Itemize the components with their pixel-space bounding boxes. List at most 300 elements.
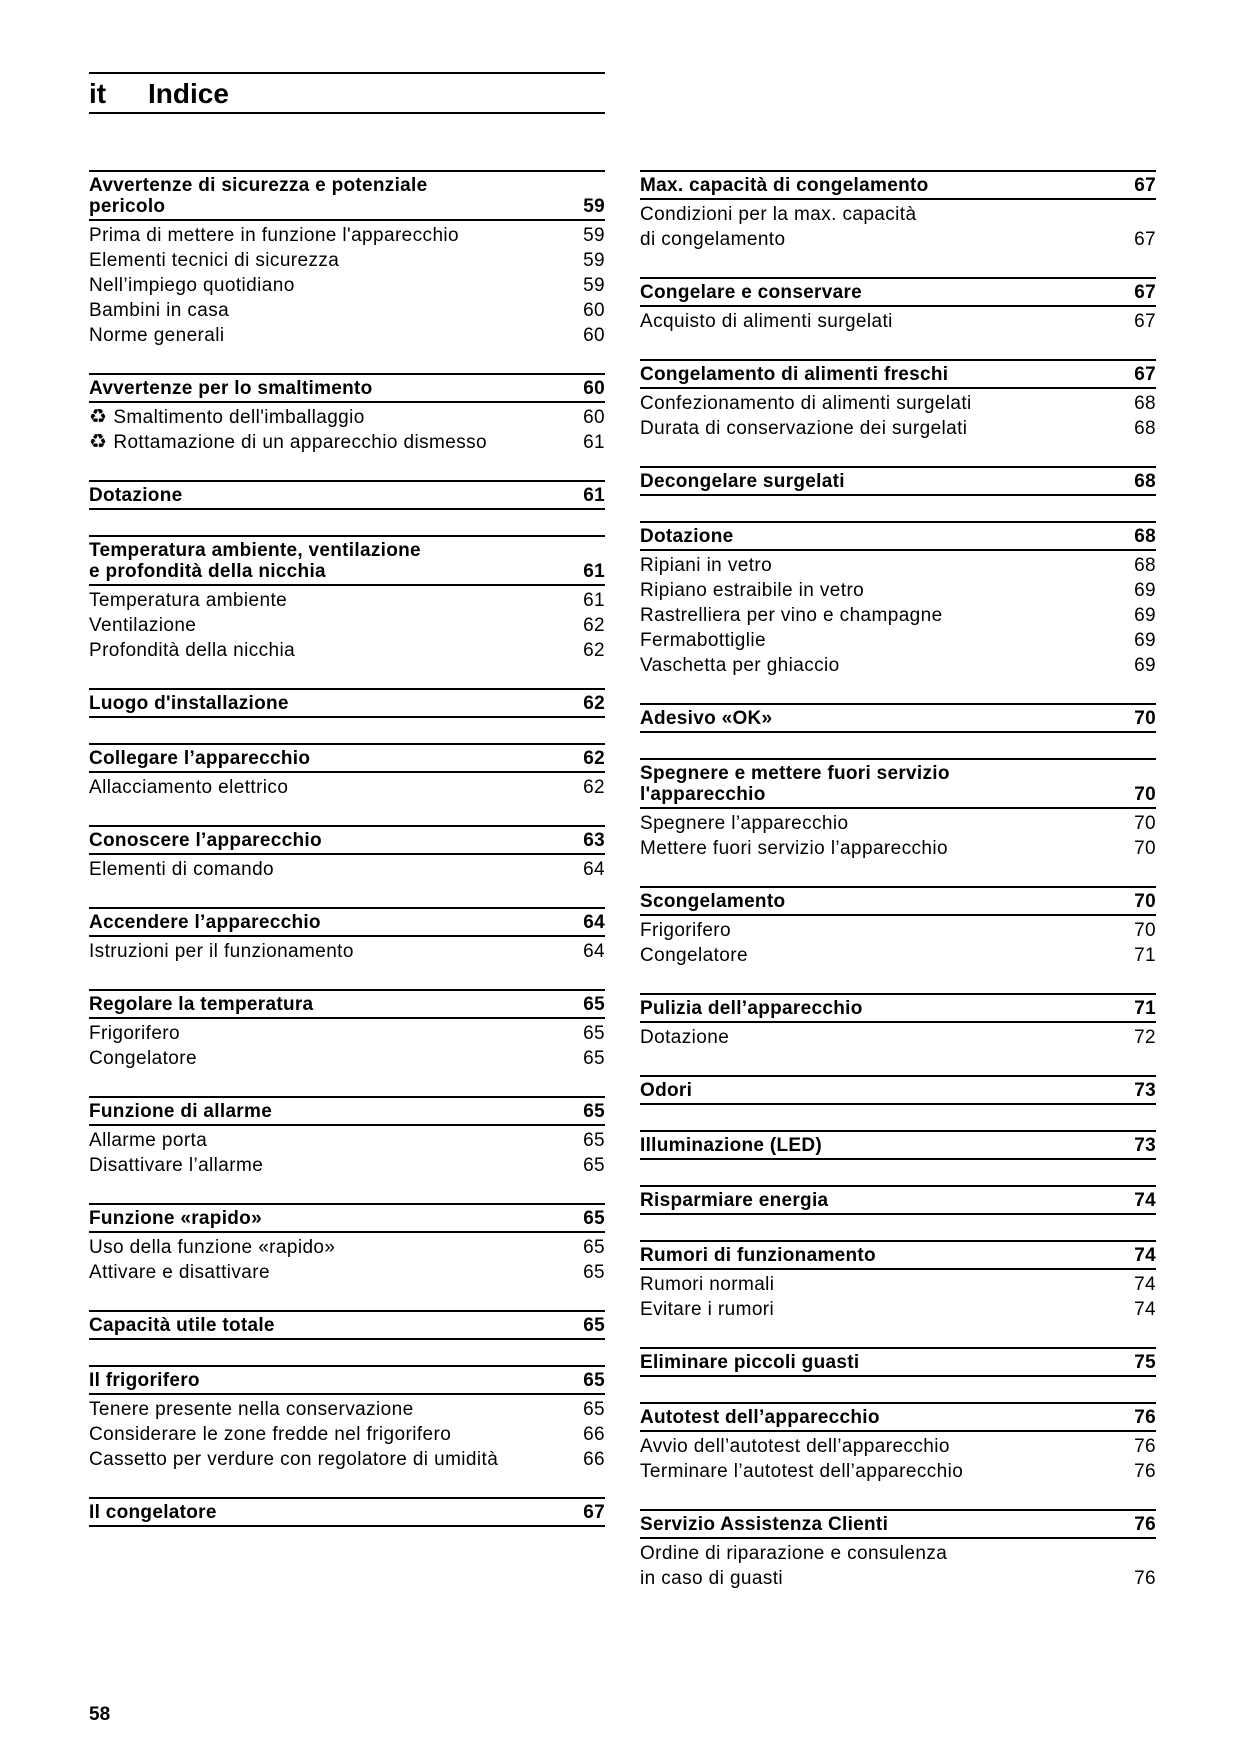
entry-title: Confezionamento di alimenti surgelati [640, 393, 972, 414]
entry-title: Congelatore [640, 945, 748, 966]
toc-section-heading[interactable] [89, 1365, 605, 1395]
entry-title: Fermabottiglie [640, 630, 766, 651]
entry-title: Evitare i rumori [640, 1299, 775, 1320]
toc-entry[interactable] [89, 1128, 605, 1153]
entry-page-number: 65 [583, 1262, 605, 1283]
section-page-number: 67 [583, 1502, 605, 1523]
entry-title: Allarme porta [89, 1130, 208, 1151]
toc-entry[interactable] [640, 1434, 1156, 1459]
entry-page-number: 64 [583, 941, 605, 962]
entry-title-wrap [89, 248, 571, 273]
section-page-number: 68 [1134, 526, 1156, 547]
toc-section [640, 1075, 1156, 1105]
toc-section [640, 1347, 1156, 1377]
toc-section-heading[interactable] [89, 535, 605, 586]
toc-entry-list [89, 1233, 605, 1285]
toc-section-heading[interactable] [640, 758, 1156, 809]
section-title: Spegnere e mettere fuori servizio l'apparecchio [640, 763, 950, 805]
toc-entry[interactable] [640, 836, 1156, 861]
entry-title: Bambini in casa [89, 300, 230, 321]
toc-section [89, 1203, 605, 1285]
entry-title-wrap [640, 943, 1122, 968]
toc-section-heading[interactable] [640, 1185, 1156, 1215]
entry-title: Ventilazione [89, 615, 197, 636]
toc-entry-list [640, 809, 1156, 861]
entry-title: Tenere presente nella conservazione [89, 1399, 414, 1420]
toc-left-column [89, 170, 605, 1552]
section-page-number: 67 [1134, 282, 1156, 303]
toc-entry-list [89, 1395, 605, 1472]
entry-title: Nell’impiego quotidiano [89, 275, 295, 296]
section-title: Congelamento di alimenti freschi [640, 364, 949, 385]
section-page-number: 75 [1134, 1352, 1156, 1373]
entry-page-number: 67 [1134, 311, 1156, 332]
toc-entry[interactable] [89, 405, 605, 430]
toc-section-heading[interactable] [89, 1096, 605, 1126]
entry-page-number: 65 [583, 1023, 605, 1044]
toc-entry[interactable] [89, 857, 605, 882]
entry-title: Allacciamento elettrico [89, 777, 289, 798]
entry-title-wrap [640, 1297, 1122, 1322]
toc-section [89, 743, 605, 800]
toc-entry-list [640, 1432, 1156, 1484]
toc-entry[interactable] [89, 1260, 605, 1285]
section-title: Servizio Assistenza Clienti [640, 1514, 889, 1535]
entry-title-wrap [89, 273, 571, 298]
toc-section-heading[interactable] [89, 1203, 605, 1233]
toc-section [640, 993, 1156, 1050]
toc-section [640, 1130, 1156, 1160]
entry-title-wrap [640, 628, 1122, 653]
entry-page-number: 62 [583, 615, 605, 636]
entry-title-wrap [89, 223, 571, 248]
section-page-number: 70 [1134, 891, 1156, 912]
toc-section [89, 535, 605, 663]
entry-title-wrap [89, 1422, 571, 1447]
section-title: Funzione «rapido» [89, 1208, 262, 1229]
toc-entry[interactable] [640, 1541, 1156, 1591]
entry-title-wrap [89, 1128, 571, 1153]
section-title: Dotazione [640, 526, 734, 547]
entry-title: Smaltimento dell'imballaggio [113, 407, 365, 428]
entry-page-number: 60 [583, 407, 605, 428]
entry-title-wrap [640, 918, 1122, 943]
toc-entry-list [640, 1539, 1156, 1591]
entry-page-number: 66 [583, 1424, 605, 1445]
entry-page-number: 66 [583, 1449, 605, 1470]
section-title: Max. capacità di congelamento [640, 175, 929, 196]
section-page-number: 63 [583, 830, 605, 851]
toc-section-heading[interactable] [640, 277, 1156, 307]
entry-title: Frigorifero [89, 1023, 180, 1044]
toc-entry-list [89, 403, 605, 455]
section-title: Funzione di allarme [89, 1101, 273, 1122]
section-page-number: 65 [583, 1370, 605, 1391]
toc-entry[interactable] [640, 653, 1156, 678]
toc-section-heading[interactable] [640, 1402, 1156, 1432]
recycle-icon: ♻ [89, 406, 108, 428]
entry-page-number: 68 [1134, 418, 1156, 439]
section-title: Eliminare piccoli guasti [640, 1352, 860, 1373]
section-page-number: 67 [1134, 364, 1156, 385]
section-page-number: 76 [1134, 1514, 1156, 1535]
toc-section-heading[interactable] [89, 989, 605, 1019]
entry-page-number: 65 [583, 1130, 605, 1151]
toc-entry-list [89, 937, 605, 964]
toc-entry[interactable] [89, 613, 605, 638]
toc-section [640, 170, 1156, 252]
entry-page-number: 65 [583, 1237, 605, 1258]
toc-section-heading[interactable] [89, 907, 605, 937]
entry-page-number: 68 [1134, 393, 1156, 414]
toc-section-heading[interactable] [640, 359, 1156, 389]
toc-section [640, 277, 1156, 334]
toc-entry[interactable] [640, 1025, 1156, 1050]
section-title: Autotest dell’apparecchio [640, 1407, 880, 1428]
entry-title-wrap [89, 1021, 571, 1046]
entry-title-wrap [640, 1025, 1122, 1050]
entry-title: Attivare e disattivare [89, 1262, 270, 1283]
entry-title: Terminare l’autotest dell’apparecchio [640, 1461, 964, 1482]
toc-entry[interactable] [640, 578, 1156, 603]
toc-entry[interactable] [89, 1153, 605, 1178]
section-title: Collegare l’apparecchio [89, 748, 311, 769]
entry-page-number: 59 [583, 275, 605, 296]
section-page-number: 74 [1134, 1245, 1156, 1266]
toc-entry[interactable] [89, 939, 605, 964]
section-title: Pulizia dell’apparecchio [640, 998, 863, 1019]
toc-section-heading[interactable] [640, 993, 1156, 1023]
entry-page-number: 64 [583, 859, 605, 880]
entry-title-wrap [640, 1459, 1122, 1484]
entry-page-number: 62 [583, 640, 605, 661]
toc-entry[interactable] [640, 918, 1156, 943]
entry-title-wrap [640, 1272, 1122, 1297]
toc-entry[interactable] [89, 1397, 605, 1422]
toc-section-heading[interactable] [89, 1310, 605, 1340]
toc-section [640, 703, 1156, 733]
toc-section-heading[interactable] [89, 688, 605, 718]
section-page-number: 67 [1134, 175, 1156, 196]
toc-section-heading[interactable] [89, 373, 605, 403]
entry-title: Rottamazione di un apparecchio dismesso [113, 432, 487, 453]
toc-section-heading[interactable] [640, 521, 1156, 551]
section-title: Odori [640, 1080, 693, 1101]
entry-title-wrap [89, 1046, 571, 1071]
toc-section-heading[interactable] [640, 466, 1156, 496]
section-title: Rumori di funzionamento [640, 1245, 876, 1266]
toc-entry[interactable] [89, 588, 605, 613]
toc-entry[interactable] [89, 430, 605, 455]
entry-title: Ordine di riparazione e consulenza in caso di guasti [640, 1543, 948, 1589]
toc-section [89, 1497, 605, 1527]
entry-page-number: 68 [1134, 555, 1156, 576]
entry-title-wrap [640, 1434, 1122, 1459]
toc-entry-list [640, 1023, 1156, 1050]
entry-page-number: 59 [583, 225, 605, 246]
entry-title-wrap [89, 638, 571, 663]
toc-entry[interactable] [640, 943, 1156, 968]
entry-title: Dotazione [640, 1027, 730, 1048]
section-title: Risparmiare energia [640, 1190, 829, 1211]
entry-page-number: 60 [583, 325, 605, 346]
entry-page-number: 61 [583, 590, 605, 611]
toc-entry[interactable] [640, 1272, 1156, 1297]
entry-title-wrap [640, 309, 1122, 334]
toc-entry[interactable] [89, 273, 605, 298]
toc-section-heading[interactable] [640, 703, 1156, 733]
section-page-number: 70 [1134, 784, 1156, 805]
section-page-number: 65 [583, 1101, 605, 1122]
toc-section [640, 521, 1156, 678]
section-title: Adesivo «OK» [640, 708, 773, 729]
entry-page-number: 65 [583, 1399, 605, 1420]
entry-title: Congelatore [89, 1048, 197, 1069]
entry-page-number: 76 [1134, 1568, 1156, 1589]
entry-title-wrap [89, 857, 571, 882]
entry-title: Istruzioni per il funzionamento [89, 941, 354, 962]
entry-title-wrap [89, 588, 571, 613]
section-page-number: 68 [1134, 471, 1156, 492]
section-title: Avvertenze di sicurezza e potenziale pericolo [89, 175, 428, 217]
entry-page-number: 69 [1134, 655, 1156, 676]
toc-entry[interactable] [640, 416, 1156, 441]
toc-section [89, 170, 605, 348]
toc-section-heading[interactable] [89, 743, 605, 773]
entry-title-wrap [640, 836, 1122, 861]
entry-title-wrap [89, 1447, 571, 1472]
section-title: Avvertenze per lo smaltimento [89, 378, 373, 399]
section-page-number: 65 [583, 1208, 605, 1229]
toc-entry-list [89, 855, 605, 882]
toc-entry[interactable] [640, 553, 1156, 578]
entry-page-number: 69 [1134, 630, 1156, 651]
entry-title-wrap [89, 775, 571, 800]
entry-title-wrap [89, 1260, 571, 1285]
toc-entry[interactable] [640, 603, 1156, 628]
section-page-number: 62 [583, 693, 605, 714]
entry-title-wrap [640, 202, 1122, 252]
section-page-number: 64 [583, 912, 605, 933]
toc-entry[interactable] [89, 638, 605, 663]
section-title: Scongelamento [640, 891, 786, 912]
toc-entry[interactable] [89, 1046, 605, 1071]
toc-section-heading[interactable] [89, 1497, 605, 1527]
section-page-number: 76 [1134, 1407, 1156, 1428]
entry-title: Prima di mettere in funzione l'apparecchio [89, 225, 459, 246]
section-title: Accendere l’apparecchio [89, 912, 321, 933]
entry-page-number: 60 [583, 300, 605, 321]
toc-section [640, 359, 1156, 441]
toc-entry[interactable] [89, 775, 605, 800]
entry-page-number: 70 [1134, 838, 1156, 859]
entry-title-wrap [89, 1153, 571, 1178]
page-header [89, 72, 605, 114]
entry-title-wrap [640, 653, 1122, 678]
entry-page-number: 70 [1134, 813, 1156, 834]
toc-entry[interactable] [89, 223, 605, 248]
entry-page-number: 69 [1134, 580, 1156, 601]
toc-section [89, 688, 605, 718]
toc-section-heading[interactable] [640, 1130, 1156, 1160]
entry-page-number: 72 [1134, 1027, 1156, 1048]
entry-page-number: 76 [1134, 1461, 1156, 1482]
toc-entry-list [640, 1270, 1156, 1322]
entry-page-number: 74 [1134, 1274, 1156, 1295]
entry-page-number: 71 [1134, 945, 1156, 966]
toc-section-heading[interactable] [89, 825, 605, 855]
section-title: Il congelatore [89, 1502, 217, 1523]
entry-page-number: 67 [1134, 229, 1156, 250]
toc-section [89, 1365, 605, 1472]
entry-title: Rastrelliera per vino e champagne [640, 605, 943, 626]
entry-title-wrap [89, 430, 571, 455]
section-page-number: 65 [583, 1315, 605, 1336]
toc-entry-list [89, 1019, 605, 1071]
entry-title: Cassetto per verdure con regolatore di umidità [89, 1449, 499, 1470]
toc-entry[interactable] [89, 1235, 605, 1260]
entry-title: Frigorifero [640, 920, 731, 941]
entry-page-number: 65 [583, 1155, 605, 1176]
toc-entry[interactable] [640, 1297, 1156, 1322]
toc-entry[interactable] [640, 811, 1156, 836]
toc-entry[interactable] [89, 323, 605, 348]
toc-entry[interactable] [89, 1447, 605, 1472]
toc-section-heading[interactable] [640, 1075, 1156, 1105]
section-title: Capacità utile totale [89, 1315, 275, 1336]
entry-title: Vaschetta per ghiaccio [640, 655, 840, 676]
entry-page-number: 61 [583, 432, 605, 453]
toc-section [640, 1509, 1156, 1591]
section-page-number: 73 [1134, 1080, 1156, 1101]
toc-section-heading[interactable] [640, 886, 1156, 916]
entry-title: Durata di conservazione dei surgelati [640, 418, 968, 439]
language-code: it [89, 78, 107, 109]
entry-title: Ripiani in vetro [640, 555, 773, 576]
entry-title-wrap [640, 811, 1122, 836]
entry-page-number: 65 [583, 1048, 605, 1069]
entry-title-wrap [640, 391, 1122, 416]
entry-title: Temperatura ambiente [89, 590, 288, 611]
toc-entry-list [89, 586, 605, 663]
toc-section [89, 1310, 605, 1340]
toc-entry-list [640, 389, 1156, 441]
entry-title-wrap [89, 939, 571, 964]
toc-section [640, 758, 1156, 861]
section-page-number: 73 [1134, 1135, 1156, 1156]
toc-section-heading[interactable] [89, 480, 605, 510]
toc-entry[interactable] [89, 1021, 605, 1046]
toc-entry[interactable] [89, 1422, 605, 1447]
toc-entry[interactable] [640, 202, 1156, 252]
toc-section [640, 1240, 1156, 1322]
toc-section [640, 1185, 1156, 1215]
section-page-number: 61 [583, 561, 605, 582]
section-page-number: 61 [583, 485, 605, 506]
toc-entry-list [640, 307, 1156, 334]
section-title: Temperatura ambiente, ventilazione e profondità della nicchia [89, 540, 421, 582]
entry-title: Norme generali [89, 325, 225, 346]
section-title: Congelare e conservare [640, 282, 863, 303]
entry-title-wrap [89, 298, 571, 323]
toc-entry-list [89, 221, 605, 348]
toc-section [89, 1096, 605, 1178]
entry-page-number: 70 [1134, 920, 1156, 941]
entry-title: Mettere fuori servizio l’apparecchio [640, 838, 948, 859]
toc-entry-list [89, 1126, 605, 1178]
section-title: Decongelare surgelati [640, 471, 845, 492]
section-title: Conoscere l’apparecchio [89, 830, 322, 851]
entry-title: Disattivare l’allarme [89, 1155, 264, 1176]
toc-entry[interactable] [640, 1459, 1156, 1484]
entry-title-wrap [89, 1235, 571, 1260]
toc-section-heading[interactable] [89, 170, 605, 221]
toc-section [89, 907, 605, 964]
toc-entry[interactable] [640, 391, 1156, 416]
toc-entry[interactable] [89, 248, 605, 273]
section-page-number: 60 [583, 378, 605, 399]
entry-page-number: 69 [1134, 605, 1156, 626]
entry-title: Rumori normali [640, 1274, 775, 1295]
entry-title: Elementi di comando [89, 859, 275, 880]
section-page-number: 59 [583, 196, 605, 217]
toc-right-column [640, 170, 1156, 1616]
section-page-number: 62 [583, 748, 605, 769]
section-title: Regolare la temperatura [89, 994, 314, 1015]
toc-entry-list [640, 200, 1156, 252]
toc-section [640, 466, 1156, 496]
recycle-icon: ♻ [89, 431, 108, 453]
section-title: Dotazione [89, 485, 183, 506]
toc-section [89, 989, 605, 1071]
toc-entry-list [89, 773, 605, 800]
toc-entry-list [640, 551, 1156, 678]
toc-section-heading[interactable] [640, 170, 1156, 200]
section-page-number: 65 [583, 994, 605, 1015]
entry-title: Condizioni per la max. capacità di congelamento [640, 204, 917, 250]
entry-title-wrap [89, 1397, 571, 1422]
section-title: Il frigorifero [89, 1370, 200, 1391]
entry-title: Acquisto di alimenti surgelati [640, 311, 893, 332]
toc-entry[interactable] [640, 628, 1156, 653]
entry-title-wrap [640, 416, 1122, 441]
section-page-number: 70 [1134, 708, 1156, 729]
toc-section-heading[interactable] [640, 1240, 1156, 1270]
toc-entry[interactable] [89, 298, 605, 323]
entry-title-wrap [640, 1541, 1122, 1591]
entry-title: Considerare le zone fredde nel frigorifero [89, 1424, 452, 1445]
toc-section [640, 886, 1156, 968]
toc-section-heading[interactable] [640, 1347, 1156, 1377]
entry-title-wrap [640, 553, 1122, 578]
section-page-number: 71 [1134, 998, 1156, 1019]
entry-title: Avvio dell’autotest dell’apparecchio [640, 1436, 950, 1457]
page-title: Indice [148, 78, 229, 109]
toc-section [640, 1402, 1156, 1484]
entry-page-number: 59 [583, 250, 605, 271]
entry-title-wrap [89, 323, 571, 348]
entry-title: Ripiano estraibile in vetro [640, 580, 865, 601]
entry-title: Elementi tecnici di sicurezza [89, 250, 340, 271]
page-number: 58 [89, 1704, 111, 1725]
entry-title: Profondità della nicchia [89, 640, 296, 661]
toc-entry[interactable] [640, 309, 1156, 334]
toc-section-heading[interactable] [640, 1509, 1156, 1539]
section-title: Illuminazione (LED) [640, 1135, 822, 1156]
section-page-number: 74 [1134, 1190, 1156, 1211]
entry-title: Uso della funzione «rapido» [89, 1237, 336, 1258]
toc-entry-list [640, 916, 1156, 968]
